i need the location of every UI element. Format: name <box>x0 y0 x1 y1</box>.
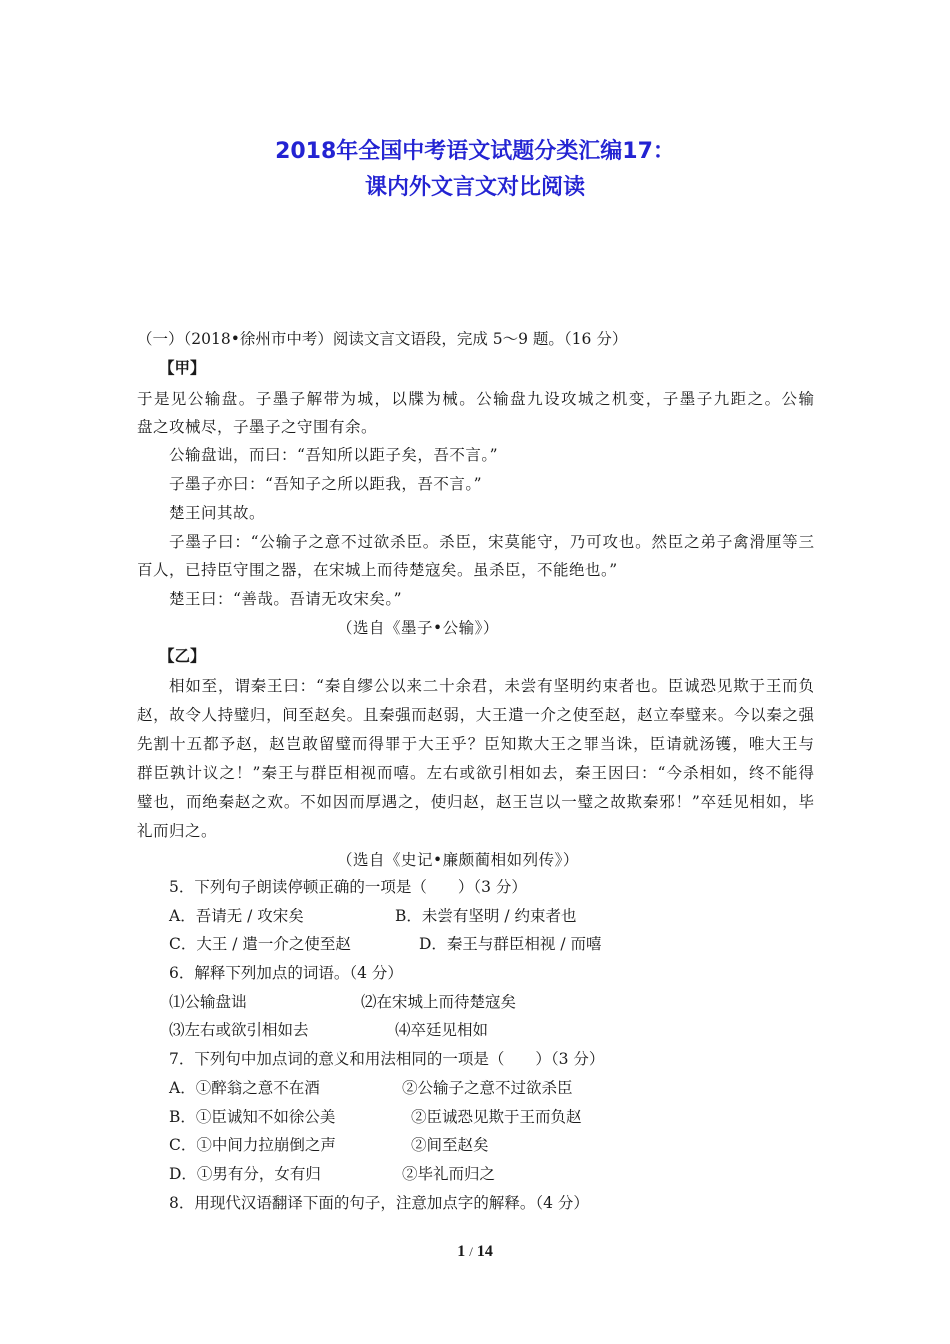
passage-jia-line: 子墨子曰：“公输子之意不过欲杀臣。杀臣，宋莫能守，乃可攻也。然臣之弟子禽滑厘等三 <box>169 533 814 551</box>
question-5-option-b: B．未尝有坚明 / 约束者也 <box>395 907 577 925</box>
question-6-item-4: ⑷卒廷见相如 <box>395 1021 489 1039</box>
question-7-option-a-2: ②公输子之意不过欲杀臣 <box>402 1079 573 1097</box>
passage-jia-line: 楚王曰：“善哉。吾请无攻宋矣。” <box>169 590 403 608</box>
question-7-option-d-1: D．①男有分，女有归 <box>169 1165 321 1183</box>
passage-yi-line: 礼而归之。 <box>137 822 218 840</box>
question-7-option-d-2: ②毕礼而归之 <box>402 1165 496 1183</box>
total-pages: 14 <box>476 1243 493 1260</box>
passage-jia-line: 子墨子亦曰：“吾知子之所以距我，吾不言。” <box>169 475 483 493</box>
current-page: 1 <box>457 1243 466 1260</box>
passage-yi-line: 相如至，谓秦王曰：“秦自缪公以来二十余君，未尝有坚明约束者也。臣诚恐见欺于王而负 <box>169 677 814 695</box>
question-7-option-b-1: B．①臣诚知不如徐公美 <box>169 1108 336 1126</box>
passage-jia-line: 公输盘诎，而曰：“吾知所以距子矣，吾不言。” <box>169 446 499 464</box>
page-separator: / <box>469 1244 473 1259</box>
question-5: 5．下列句子朗读停顿正确的一项是（ ）（3 分） <box>169 878 527 896</box>
document-title-line-1: 2018年全国中考语文试题分类汇编17： <box>275 139 675 164</box>
passage-jia-line: 百人，已持臣守围之器，在宋城上而待楚寇矣。虽杀臣，不能绝也。” <box>137 561 618 579</box>
passage-jia-line: 于是见公输盘。子墨子解带为城，以牒为械。公输盘九设攻城之机变，子墨子九距之。公输 <box>137 390 814 408</box>
passage-yi-line: 先割十五都予赵，赵岂敢留璧而得罪于大王乎？臣知欺大王之罪当诛，臣请就汤镬，唯大王与 <box>137 735 814 753</box>
passage-jia-line: 楚王问其故。 <box>169 504 266 522</box>
question-6: 6．解释下列加点的词语。（4 分） <box>169 964 403 982</box>
passage-yi-source: （选自《史记•廉颇蔺相如列传》） <box>337 851 579 869</box>
question-7-option-c-1: C．①中间力拉崩倒之声 <box>169 1136 336 1154</box>
question-5-option-c: C．大王 / 遣一介之使至赵 <box>169 935 351 953</box>
section-intro: （一）（2018•徐州市中考）阅读文言文语段，完成 5～9 题。（16 分） <box>137 330 628 348</box>
question-7-option-c-2: ②间至赵矣 <box>411 1136 489 1154</box>
document-title-line-2: 课内外文言文对比阅读 <box>364 175 585 200</box>
page-number <box>0 1243 950 1261</box>
question-8: 8．用现代汉语翻译下面的句子，注意加点字的解释。（4 分） <box>169 1194 589 1212</box>
passage-jia-line: 盘之攻械尽，子墨子之守围有余。 <box>137 418 378 436</box>
question-5-option-d: D．秦王与群臣相视 / 而嘻 <box>419 935 602 953</box>
question-6-item-1: ⑴公输盘诎 <box>169 993 247 1011</box>
passage-yi-line: 璧也，而绝秦赵之欢。不如因而厚遇之，使归赵，赵王岂以一璧之故欺秦邪！”卒廷见相如，毕 <box>137 793 814 811</box>
question-6-item-2: ⑵在宋城上而待楚寇矣 <box>361 993 517 1011</box>
passage-yi-line: 群臣孰计议之！”秦王与群臣相视而嘻。左右或欲引相如去，秦王因曰：“今杀相如，终不能得 <box>137 764 814 782</box>
passage-yi-label: 【乙】 <box>159 646 206 665</box>
question-6-item-3: ⑶左右或欲引相如去 <box>169 1021 309 1039</box>
question-7-option-a-1: A．①醉翁之意不在酒 <box>169 1079 320 1097</box>
question-7: 7．下列句中加点词的意义和用法相同的一项是（ ）（3 分） <box>169 1050 605 1068</box>
question-7-option-b-2: ②臣诚恐见欺于王而负赵 <box>411 1108 582 1126</box>
passage-jia-label: 【甲】 <box>159 358 206 377</box>
passage-yi-line: 赵，故令人持璧归，间至赵矣。且秦强而赵弱，大王遣一介之使至赵，赵立奉璧来。今以秦之强 <box>137 706 814 724</box>
passage-jia-source: （选自《墨子•公输》） <box>337 619 499 637</box>
question-5-option-a: A．吾请无 / 攻宋矣 <box>169 907 304 925</box>
